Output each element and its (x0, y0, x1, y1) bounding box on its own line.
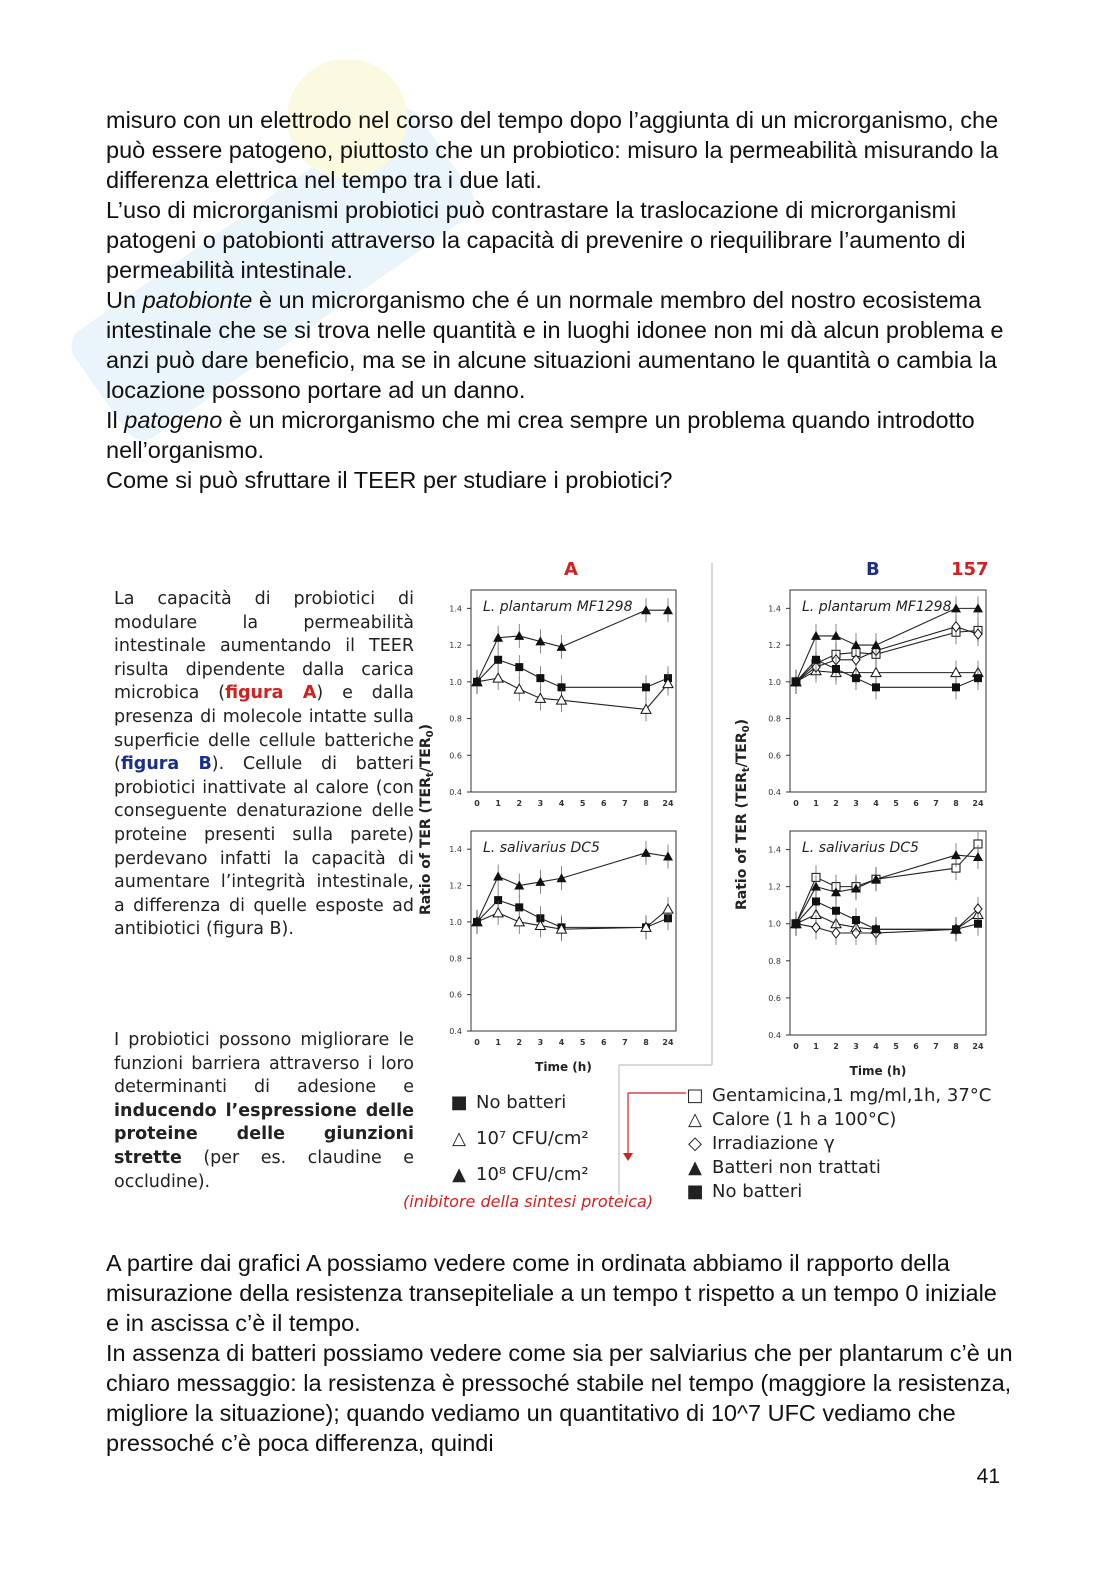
data-point (641, 848, 651, 857)
x-tick-label: 1 (495, 799, 501, 808)
y-tick-label: 0.4 (449, 788, 462, 797)
x-tick-label: 6 (600, 1038, 607, 1047)
x-tick-label: 4 (558, 799, 565, 808)
x-tick-label: 1 (495, 1038, 501, 1047)
data-point (514, 631, 524, 640)
data-point (493, 673, 503, 682)
legend-b-item (684, 1155, 991, 1179)
data-point (852, 916, 860, 924)
data-point (974, 674, 982, 682)
data-point (494, 656, 502, 664)
legend-a-symbol: △ (452, 1128, 466, 1149)
x-tick-label: 2 (516, 799, 523, 808)
x-tick-label: 8 (643, 1038, 649, 1047)
legend-a-label: 10⁸ CFU/cm² (476, 1164, 589, 1185)
intro-text (106, 105, 1016, 495)
data-point (872, 683, 880, 691)
x-tick-label: 2 (833, 799, 839, 808)
y-tick-label: 1.4 (768, 604, 781, 614)
figure-caption-2: I probiotici possono migliorare le funzioni barriera attraverso i loro determinanti di adesione e inducendo l’espressione delle proteine delle giunzioni strette (per es. claudine e occludine). (114, 1030, 414, 1192)
patobionte-paragraph: Un patobionte è un microrganismo che é un normale membro del nostro ecosistema intestinale che se si trova nelle quantità e in luoghi idonee non mi dà alcun problema e anzi può dare beneficio, ma se in alcune situazioni aumentano le quantità o cambia la locazione possono portare ad un danno. (106, 287, 1004, 403)
x-tick-label: 6 (600, 799, 607, 808)
y-tick-label: 1.0 (768, 919, 781, 929)
x-tick-label: 8 (953, 1042, 959, 1051)
data-point (535, 693, 545, 702)
y-tick-label: 0.6 (768, 993, 781, 1003)
page-ref: 157 (951, 559, 989, 580)
figure-caption-1: La capacità di probiotici di modulare la permeabilità intestinale aumentando il TEER risulta dipendente dalla carica microbica (figura A) e dalla presenza di molecole intatte sulla superficie delle cellule batteriche (figura B). Cellule di batteri probiotici inattivate al calore (con conseguente denaturazione delle proteine presenti sulla parete) perdevano infatti la capacità di aumentare l’integrità intestinale, a differenza di quelle esposte ad antibiotici (figura B). (114, 589, 415, 940)
data-point (792, 920, 800, 928)
data-point (952, 683, 960, 691)
data-point (493, 871, 503, 880)
series-line (796, 901, 978, 929)
x-tick-label: 8 (953, 799, 959, 808)
x-tick-label: 1 (813, 1042, 819, 1051)
x-tick-label: 8 (643, 799, 649, 808)
y-tick-label: 0.4 (768, 1031, 781, 1040)
data-point (974, 920, 982, 928)
x-tick-label: 7 (933, 799, 939, 808)
data-point (832, 907, 840, 915)
x-tick-label: 24 (972, 799, 984, 808)
x-tick-label: 0 (474, 799, 480, 808)
x-axis-label: Time (h) (535, 1060, 592, 1074)
x-tick-label: 24 (662, 1038, 674, 1047)
y-tick-label: 0.4 (449, 1027, 462, 1036)
legend-a-item (448, 1085, 589, 1121)
series-line (477, 853, 668, 922)
x-tick-label: 24 (662, 799, 674, 808)
series-line (477, 678, 668, 709)
legend-b-symbol: □ (686, 1084, 704, 1106)
x-tick-label: 3 (537, 799, 544, 808)
data-point (663, 904, 673, 913)
y-tick-label: 1.4 (768, 845, 781, 855)
x-tick-label: 2 (833, 1042, 839, 1051)
page-number: 41 (976, 1465, 1000, 1488)
x-tick-label: 2 (516, 1038, 523, 1047)
legend-b-symbol: ◇ (688, 1132, 702, 1154)
series-line (796, 855, 978, 924)
data-point (792, 678, 800, 686)
y-tick-label: 1.4 (449, 604, 462, 614)
chart-title: L. salivarius DC5 (483, 840, 600, 856)
data-point (951, 850, 961, 859)
x-tick-label: 0 (793, 799, 799, 808)
x-tick-label: 5 (579, 799, 586, 808)
x-tick-label: 7 (622, 1038, 628, 1047)
chart-title: L. plantarum MF1298 (483, 599, 633, 615)
legend-a-item (448, 1121, 589, 1157)
y-tick-label: 1.0 (768, 677, 781, 687)
y-tick-label: 0.4 (768, 788, 781, 797)
intro-paragraph-1: misuro con un elettrodo nel corso del tempo dopo l’aggiunta di un microrganismo, che può essere patogeno, piuttosto che un probiotico: misuro la permeabilità misurando la differenza elettrica nel tempo tra i due lati. (106, 107, 999, 193)
x-tick-label: 6 (913, 1042, 919, 1051)
outro-text (106, 1248, 1016, 1458)
outro-paragraph-2: In assenza di batteri possiamo vedere come sia per salviarius che per plantarum c’è un chiaro messaggio: la resistenza è pressoché stabile nel tempo (maggiore la resistenza, migliore la situazione); quando vediamo un quantitativo di 10^7 UFC vediamo che pressoché c’è poca differenza, quindi (106, 1340, 1013, 1456)
legend-b-symbol: △ (688, 1108, 702, 1130)
question-paragraph: Come si può sfruttare il TEER per studiare i probiotici? (106, 467, 673, 493)
series-line (477, 909, 668, 929)
x-tick-label: 6 (913, 799, 919, 808)
data-point (812, 922, 820, 932)
data-point (493, 908, 503, 917)
series-line (477, 660, 668, 688)
x-tick-label: 7 (622, 799, 628, 808)
panel-a-label: A (564, 559, 578, 580)
ylabel-b: Ratio of TER $(TER_t/TER_0)$ (734, 718, 752, 910)
x-axis-label: Time (h) (849, 1064, 907, 1078)
x-tick-label: 4 (873, 799, 879, 808)
x-tick-label: 1 (813, 799, 819, 808)
x-tick-label: 3 (853, 799, 859, 808)
chart-layer (449, 590, 986, 1078)
data-point (952, 925, 960, 933)
legend-b-item (684, 1179, 991, 1203)
legend-a-label: 10⁷ CFU/cm² (476, 1128, 589, 1149)
y-tick-label: 1.0 (449, 677, 462, 687)
y-tick-label: 0.8 (768, 714, 781, 724)
x-tick-label: 0 (793, 1042, 799, 1051)
x-tick-label: 7 (933, 1042, 939, 1051)
data-point (832, 665, 840, 673)
legend-b-label: Irradiazione γ (712, 1132, 835, 1154)
data-point (514, 684, 524, 693)
teer-figure (106, 555, 1006, 1215)
series-line (796, 608, 978, 681)
panel-b-label: B (866, 559, 880, 580)
inhibitor-note: (inibitore della sintesi proteica) (403, 1192, 654, 1211)
y-tick-label: 1.2 (449, 881, 462, 891)
legend-a-symbol: ▲ (452, 1164, 466, 1185)
series-line (796, 630, 978, 681)
legend-b-label: Calore (1 h a 100°C) (712, 1108, 897, 1130)
y-tick-label: 1.2 (768, 882, 781, 892)
legend-a-symbol: ■ (450, 1092, 468, 1113)
data-point (514, 917, 524, 926)
series-line (477, 610, 668, 682)
legend-b-item (684, 1083, 991, 1107)
data-point (536, 674, 544, 682)
patogeno-paragraph: Il patogeno è un microrganismo che mi crea sempre un problema quando introdotto nell’organismo. (106, 407, 975, 463)
chart-title: L. plantarum MF1298 (802, 599, 952, 615)
legend-b-item (684, 1131, 991, 1155)
series-line (796, 914, 978, 929)
x-tick-label: 4 (873, 1042, 879, 1051)
x-tick-label: 3 (537, 1038, 544, 1047)
x-tick-label: 5 (579, 1038, 586, 1047)
x-tick-label: 4 (558, 1038, 565, 1047)
data-point (812, 897, 820, 905)
data-point (832, 928, 840, 938)
y-tick-label: 1.2 (768, 641, 781, 651)
x-tick-label: 3 (853, 1042, 859, 1051)
data-point (515, 663, 523, 671)
series-line (477, 900, 668, 927)
legend-b-label: No batteri (712, 1180, 803, 1202)
legend-b-symbol: ■ (686, 1180, 704, 1202)
intro-paragraph-2: L’uso di microrganismi probiotici può contrastare la traslocazione di microrganismi patogeni o patobionti attraverso la capacità di prevenire o riequilibrare l’aumento di permeabilità intestinale. (106, 197, 966, 283)
legend-b-symbol: ▲ (688, 1156, 702, 1178)
x-tick-label: 5 (893, 799, 899, 808)
x-tick-label: 0 (474, 1038, 480, 1047)
outro-paragraph-1: A partire dai grafici A possiamo vedere come in ordinata abbiamo il rapporto della misurazione della resistenza transepiteliale a un tempo t rispetto a un tempo 0 iniziale e in ascissa c’è il tempo. (106, 1250, 997, 1336)
ylabel-a: Ratio of TER $(TER_t/TER_0)$ (418, 723, 436, 915)
legend-b (684, 1083, 991, 1203)
legend-b-label: Batteri non trattati (712, 1156, 881, 1178)
data-point (872, 925, 880, 933)
x-tick-label: 24 (972, 1042, 984, 1051)
legend-a-label: No batteri (476, 1092, 567, 1113)
y-tick-label: 0.8 (768, 956, 781, 966)
data-point (852, 674, 860, 682)
chart-title: L. salivarius DC5 (802, 840, 919, 856)
x-tick-label: 5 (893, 1042, 899, 1051)
y-tick-label: 1.2 (449, 641, 462, 651)
y-tick-label: 0.6 (449, 751, 462, 761)
y-tick-label: 0.8 (449, 954, 462, 964)
legend-a (448, 1085, 589, 1193)
y-tick-label: 0.6 (768, 751, 781, 761)
legend-b-item (684, 1107, 991, 1131)
data-point (812, 656, 820, 664)
y-tick-label: 0.8 (449, 714, 462, 724)
y-tick-label: 1.0 (449, 917, 462, 927)
y-tick-label: 1.4 (449, 845, 462, 855)
y-tick-label: 0.6 (449, 990, 462, 1000)
legend-a-item (448, 1157, 589, 1193)
data-point (642, 683, 650, 691)
legend-b-label: Gentamicina,1 mg/ml,1h, 37°C (712, 1084, 992, 1106)
series-line (796, 627, 978, 682)
